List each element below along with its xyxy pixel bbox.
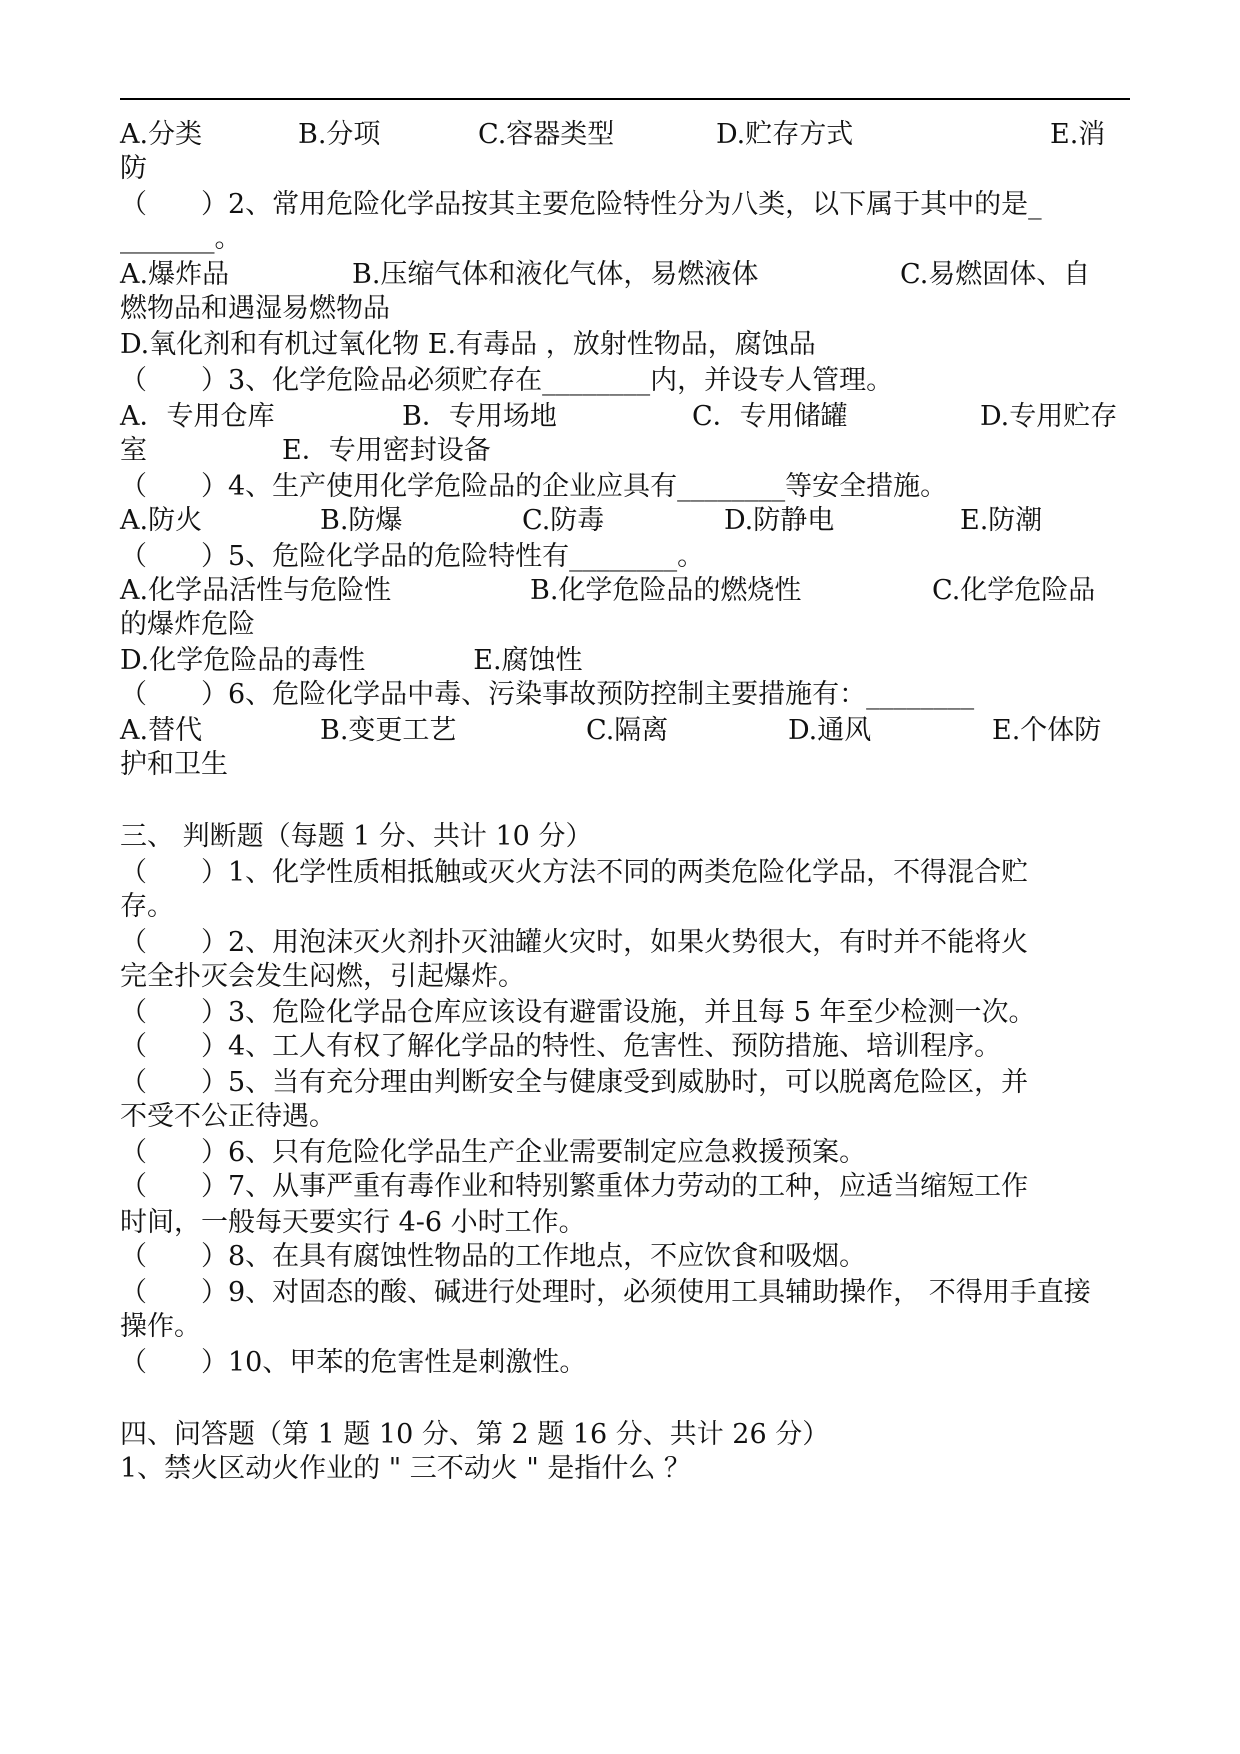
tf-line: 时间，一般每天要实行 4-6 小时工作。	[120, 1207, 586, 1238]
option-b: B.变更工艺	[320, 715, 457, 746]
option-b: B.压缩气体和液化气体，易燃液体	[352, 259, 759, 290]
option-c: C．专用储罐	[692, 401, 848, 432]
option-d: D.专用贮存	[980, 401, 1118, 432]
tf-line: （ ）3、危险化学品仓库应该设有避雷设施，并且每 5 年至少检测一次。	[120, 997, 1036, 1028]
option-c: C.化学危险品	[932, 575, 1096, 606]
tf-line: （ ）7、从事严重有毒作业和特别繁重体力劳动的工种，应适当缩短工作	[120, 1171, 1029, 1202]
mc-question-2-wrap: _______。	[120, 223, 242, 254]
q1-options-wrap: 防	[120, 153, 147, 184]
tf-line: （ ）10、甲苯的危害性是刺激性。	[120, 1347, 587, 1378]
option-a: A.替代	[120, 715, 203, 746]
tf-line: （ ）8、在具有腐蚀性物品的工作地点，不应饮食和吸烟。	[120, 1241, 867, 1272]
option-d: D.通风	[788, 715, 872, 746]
option-e: E.防潮	[960, 505, 1043, 536]
mc-question-5: （ ）5、危险化学品的危险特性有________。	[120, 541, 705, 572]
q3-options-wrap: 室 E．专用密封设备	[120, 435, 491, 466]
q5-options-line2: D.化学危险品的毒性 E.腐蚀性	[120, 645, 583, 676]
q5-options-wrap: 的爆炸危险	[120, 609, 255, 640]
option-d: D.防静电	[724, 505, 835, 536]
section-3-title: 三、 判断题（每题 1 分、共计 10 分）	[120, 821, 593, 852]
tf-line: 存。	[120, 891, 174, 922]
option-b: B.化学危险品的燃烧性	[530, 575, 802, 606]
tf-line: （ ）2、用泡沫灭火剂扑灭油罐火灾时，如果火势很大，有时并不能将火	[120, 927, 1029, 958]
q2-options-wrap: 燃物品和遇湿易燃物品	[120, 293, 390, 324]
option-e: E.个体防	[992, 715, 1102, 746]
option-b: B．专用场地	[402, 401, 557, 432]
tf-line: （ ）1、化学性质相抵触或灭火方法不同的两类危险化学品，不得混合贮	[120, 857, 1029, 888]
mc-question-3: （ ）3、化学危险品必须贮存在________内，并设专人管理。	[120, 365, 894, 396]
option-e: E.消	[1050, 119, 1106, 150]
tf-line: （ ）9、对固态的酸、碱进行处理时，必须使用工具辅助操作， 不得用手直接	[120, 1277, 1091, 1308]
mc-question-2: （ ）2、常用危险化学品按其主要危险特性分为八类，以下属于其中的是_	[120, 189, 1042, 220]
option-b: B.分项	[298, 119, 381, 150]
tf-line: （ ）6、只有危险化学品生产企业需要制定应急救援预案。	[120, 1137, 867, 1168]
tf-line: 不受不公正待遇。	[120, 1101, 336, 1132]
option-c: C.易燃固体、自	[900, 259, 1091, 290]
option-c: C.隔离	[586, 715, 669, 746]
option-a: A.化学品活性与危险性	[120, 575, 392, 606]
option-a: A.分类	[120, 119, 203, 150]
option-b: B.防爆	[320, 505, 403, 536]
mc-question-4: （ ）4、生产使用化学危险品的企业应具有________等安全措施。	[120, 471, 948, 502]
tf-line: 完全扑灭会发生闷燃，引起爆炸。	[120, 961, 525, 992]
section-4-title: 四、问答题（第 1 题 10 分、第 2 题 16 分、共计 26 分）	[120, 1419, 830, 1450]
option-c: C.防毒	[522, 505, 605, 536]
option-c: C.容器类型	[478, 119, 615, 150]
mc-question-6: （ ）6、危险化学品中毒、污染事故预防控制主要措施有：________	[120, 679, 975, 710]
qa-question-1: 1、禁火区动火作业的 " 三不动火 " 是指什么 ？	[120, 1453, 691, 1484]
option-a: A.爆炸品	[120, 259, 230, 290]
top-rule	[120, 98, 1130, 100]
tf-line: 操作。	[120, 1311, 201, 1342]
option-d: D.贮存方式	[716, 119, 854, 150]
option-a: A．专用仓库	[120, 401, 275, 432]
tf-line: （ ）5、当有充分理由判断安全与健康受到威胁时，可以脱离危险区，并	[120, 1067, 1029, 1098]
tf-line: （ ）4、工人有权了解化学品的特性、危害性、预防措施、培训程序。	[120, 1031, 1002, 1062]
option-a: A.防火	[120, 505, 203, 536]
q2-options-line2: D.氧化剂和有机过氧化物 E.有毒品 ，放射性物品，腐蚀品	[120, 329, 816, 360]
q6-options-wrap: 护和卫生	[120, 749, 228, 780]
